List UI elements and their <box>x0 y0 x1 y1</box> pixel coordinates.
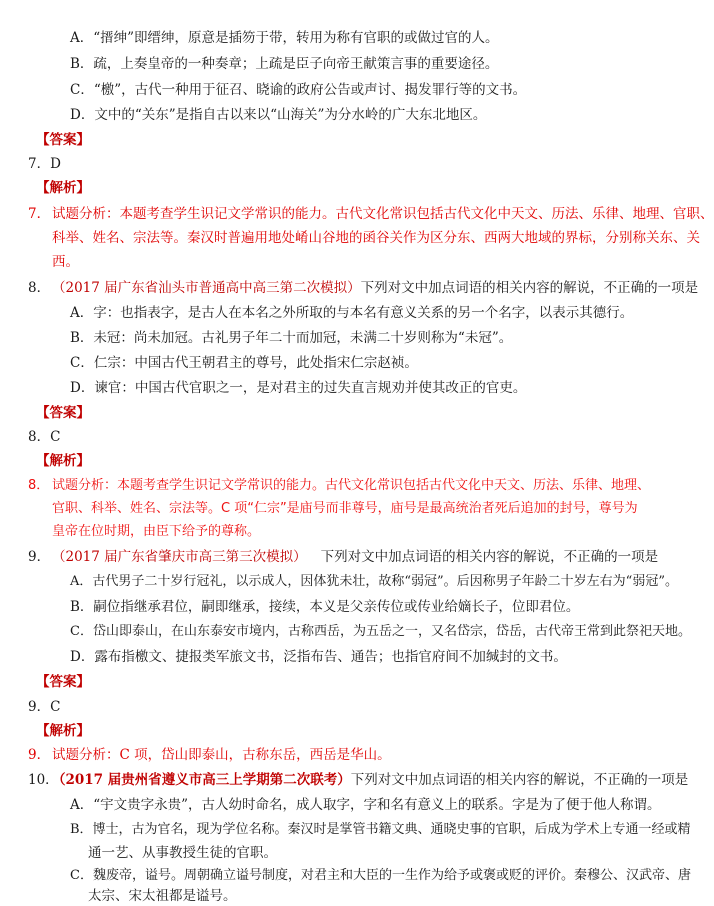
q9-option-c: C．岱山即泰山，在山东泰安市境内，古称西岳，为五岳之一，又名岱宗，岱岳，古代帝王常到此祭祀天地。 <box>70 624 691 639</box>
q6-answer-label: 【答案】 <box>36 132 90 148</box>
q10-option-c-line-1: C．魏废帝，谥号。周朝确立谥号制度，对君主和大臣的一生作为给予或褒或贬的评价。秦穆公、汉武帝、唐 <box>70 868 691 883</box>
q7-analysis-line-1: 试题分析：本题考查学生识记文学常识的能力。古代文化常识包括古代文化中天文、历法、乐律、地理、官职、 <box>52 206 714 222</box>
q8-option-b: B．未冠：尚未加冠。古礼男子年二十而加冠，未满二十岁则称为“未冠”。 <box>70 330 513 346</box>
q7-answer: 7．D <box>28 156 61 172</box>
q8-stem-line <box>52 278 698 298</box>
q7-analysis-label: 【解析】 <box>36 180 90 196</box>
q8-stem: 下列对文中加点词语的相关内容的解说，不正确的一项是 <box>360 280 699 296</box>
q9-option-d: D．露布指檄文、捷报类军旅文书，泛指布告、通告；也指官府间不加缄封的文书。 <box>70 649 567 665</box>
q8-number: 8． <box>28 280 51 296</box>
q8-source: （2017 届广东省汕头市普通高中高三第二次模拟） <box>52 280 361 296</box>
q8-option-d: D．谏官：中国古代官职之一，是对君主的过失直言规劝并使其改正的官吏。 <box>70 380 527 396</box>
q9-option-a: A．古代男子二十岁行冠礼，以示成人，因体犹未壮，故称“弱冠”。后因称男子年龄二十岁左右为“弱冠”。 <box>70 574 678 589</box>
q9-stem: 下列对文中加点词语的相关内容的解说，不正确的一项是 <box>320 549 659 565</box>
q8-answer: 8．C <box>28 429 61 445</box>
q9-source: （2017 届广东省肇庆市高三第三次模拟） <box>52 549 307 565</box>
q9-answer: 9．C <box>28 699 61 715</box>
q6-option-d: D．文中的“关东”是指自古以来以“山海关”为分水岭的广大东北地区。 <box>70 107 487 123</box>
q6-option-a: A．“搢绅”即缙绅，原意是插笏于带，转用为称有官职的或做过官的人。 <box>70 30 499 46</box>
q9-option-b: B．嗣位指继承君位，嗣即继承，接续，本义是父亲传位或传业给嫡长子，位即君位。 <box>70 599 580 615</box>
q10-option-a: A．“宇文贵字永贵”，古人幼时命名，成人取字，字和名有意义上的联系。字是为了便于他人称谓。 <box>70 797 661 813</box>
q7-analysis-number: 7． <box>28 206 51 222</box>
q7-analysis-line-3: 西。 <box>52 254 79 270</box>
q6-option-b: B．疏，上奏皇帝的一种奏章；上疏是臣子向帝王献策言事的重要途径。 <box>70 56 499 72</box>
q10-option-c-line-2: 太宗、宋太祖都是谥号。 <box>88 888 237 904</box>
q8-option-c: C．仁宗：中国古代王朝君主的尊号，此处指宋仁宗赵祯。 <box>70 355 418 371</box>
q8-answer-label: 【答案】 <box>36 405 90 421</box>
q10-option-b-line-2: 通一艺、从事教授生徒的官职。 <box>88 845 277 861</box>
q10-stem-line <box>52 770 688 790</box>
q10-stem: 下列对文中加点词语的相关内容的解说，不正确的一项是 <box>350 772 689 788</box>
q8-analysis-line-3: 皇帝在位时期，由臣下给予的尊称。 <box>52 524 261 539</box>
q8-analysis-line-2: 官职、科举、姓名、宗法等。C 项“仁宗”是庙号而非尊号，庙号是最高统治者死后追加的封号，尊号为 <box>52 501 638 516</box>
q7-analysis-line-2: 科举、姓名、宗法等。秦汉时普遍用地处崤山谷地的函谷关作为区分东、西两大地域的界标，分别称关东、关 <box>52 230 700 246</box>
q8-analysis-number: 8． <box>28 478 50 493</box>
q9-analysis-label: 【解析】 <box>36 723 90 739</box>
q6-option-c: C．“檄”，古代一种用于征召、晓谕的政府公告或声讨、揭发罪行等的文书。 <box>70 82 527 98</box>
q10-number: 10． <box>28 772 59 788</box>
q8-analysis-line-1: 试题分析：本题考查学生识记文学常识的能力。古代文化常识包括古代文化中天文、历法、乐律、地理、 <box>52 478 651 493</box>
q9-number: 9． <box>28 549 51 565</box>
q10-option-b-line-1: B．博士，古为官名，现为学位名称。秦汉时是掌管书籍文典、通晓史事的官职，后成为学术上专通一经或精 <box>70 822 691 837</box>
q9-stem-line <box>52 547 658 567</box>
q9-analysis-line-1: 试题分析：C 项，岱山即泰山，古称东岳，西岳是华山。 <box>52 747 391 763</box>
q8-option-a: A．字：也指表字，是古人在本名之外所取的与本名有意义关系的另一个名字，以表示其德行。 <box>70 305 634 321</box>
q10-source: （2017 届贵州省遵义市高三上学期第二次联考） <box>52 772 351 788</box>
q9-answer-label: 【答案】 <box>36 674 90 690</box>
q9-analysis-number: 9． <box>28 747 51 763</box>
q8-analysis-label: 【解析】 <box>36 453 90 469</box>
